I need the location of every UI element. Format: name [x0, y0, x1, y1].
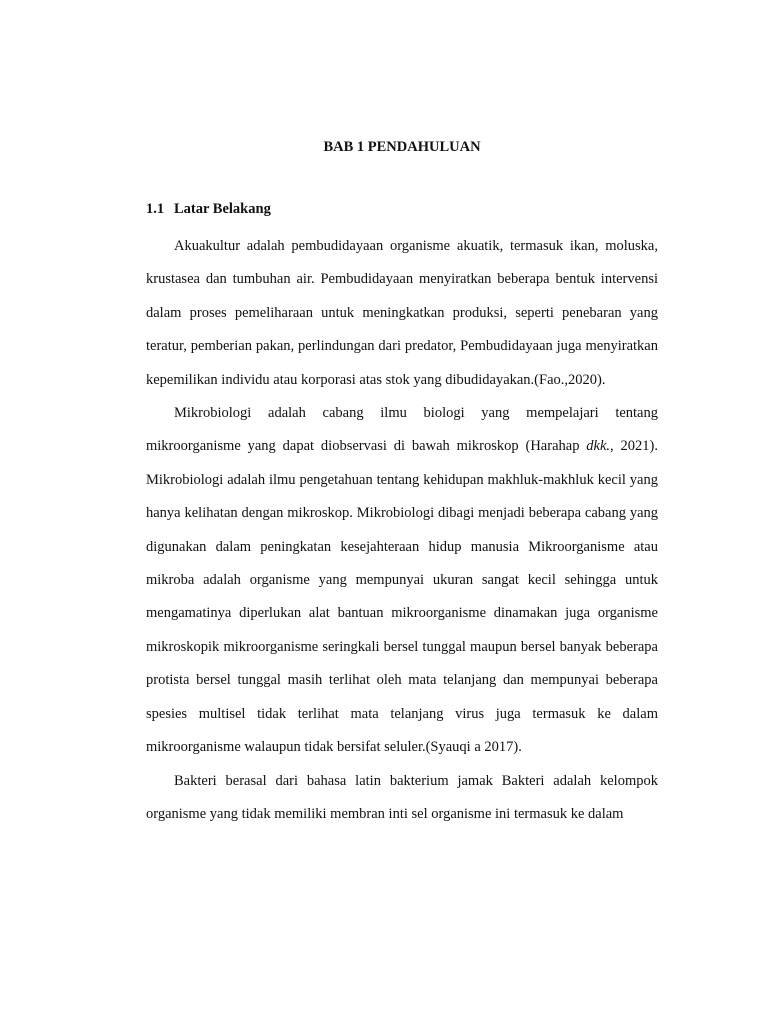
italic-citation: dkk.: [586, 438, 611, 455]
paragraph-text: , 2021). Mikrobiologi adalah ilmu pengetahuan tentang kehidupan makhluk-makhluk kecil yang hanya kelihatan dengan mikroskop. Mikrobiologi dibagi menjadi beberapa cabang yang digunakan dalam peningkatan kesejahteraan hidup manusia Mikroorganisme atau mikroba adalah organisme yang mempunyai ukuran sangat kecil sehingga untuk mengamatinya diperlukan alat bantuan mikroorganisme dinamakan juga organisme mikroskopik mikroorganisme seringkali bersel tunggal maupun bersel banyak beberapa protista bersel tunggal masih terlihat oleh mata telanjang dan mempunyai beberapa spesies multisel tidak terlihat mata telanjang virus juga termasuk ke dalam mikroorganisme walaupun tidak bersifat seluler.(Syauqi a 2017).: [146, 438, 658, 756]
section-number: 1.1: [146, 201, 165, 217]
paragraph-text: Mikrobiologi adalah cabang ilmu biologi yang mempelajari tentang mikroorganisme yang dapat diobservasi di bawah mikroskop (Harahap: [146, 405, 658, 455]
paragraph-mikrobiologi: [146, 397, 658, 764]
section-title: Latar Belakang: [174, 201, 271, 217]
paragraph-bakteri: Bakteri berasal dari bahasa latin bakterium jamak Bakteri adalah kelompok organisme yang tidak memiliki membran inti sel organisme ini termasuk ke dalam: [146, 772, 658, 822]
section-heading: [146, 199, 271, 219]
paragraph-akuakultur: Akuakultur adalah pembudidayaan organisme akuatik, termasuk ikan, moluska, krustasea dan tumbuhan air. Pembudidayaan menyiratkan beberapa bentuk intervensi dalam proses pemeliharaan untuk meningkatkan produksi, seperti penebaran yang teratur, pemberian pakan, perlindungan dari predator, Pembudidayaan juga menyiratkan kepemilikan individu atau korporasi atas stok yang dibudidayakan.(Fao.,2020).: [146, 238, 658, 388]
chapter-title: BAB 1 PENDAHULUAN: [323, 139, 481, 155]
body-text: [146, 230, 658, 831]
